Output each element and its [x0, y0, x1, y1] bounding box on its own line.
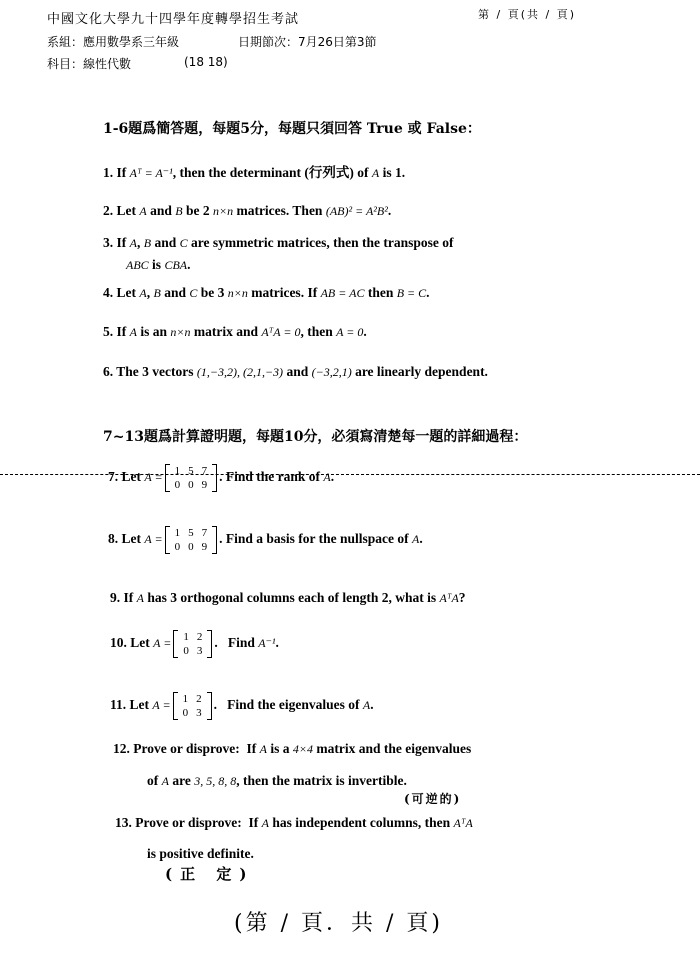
q4-math: A: [139, 286, 147, 300]
q13-text: Prove or disprove:: [135, 815, 242, 830]
q10-matrix: [173, 630, 212, 658]
matrix-cell: 0: [174, 479, 181, 491]
q11-text: .: [370, 697, 374, 713]
q4-math: AB = AC: [320, 286, 365, 300]
q5-text: matrix and: [193, 324, 258, 339]
question-6: [103, 364, 488, 380]
schedule-label: 日期節次：7月26日第3節: [238, 35, 377, 49]
matrix-cell: 3: [196, 707, 202, 719]
q9-text: If: [123, 590, 134, 605]
q4-text: Let: [116, 285, 136, 300]
dashed-fold-line: [0, 474, 700, 475]
dept-label: 系組：應用數學系三年級: [47, 35, 180, 49]
q7-text: Let: [121, 469, 141, 485]
matrix-cell: 0: [188, 479, 194, 491]
q10-number: 10.: [110, 635, 127, 651]
q8-matrix: [165, 526, 218, 554]
q8-math: A =: [144, 532, 163, 547]
q3-text: If: [116, 235, 127, 250]
matrix-cell: 1: [183, 631, 189, 643]
q12-number: 12.: [113, 741, 130, 756]
q2-text: Let: [116, 203, 136, 218]
q2-text: be 2: [185, 203, 210, 218]
q3-text: are symmetric matrices, then the transpose of: [190, 235, 454, 250]
q2-math: (AB)² = A²B²: [325, 204, 388, 218]
q12-text: are: [172, 773, 191, 788]
q6-math: (−3,2,1): [311, 365, 352, 379]
q4-math: B: [153, 286, 161, 300]
q13-text: If: [248, 815, 259, 830]
q13-number: 13.: [115, 815, 132, 830]
q5-math: A: [129, 325, 137, 339]
q13-math: AᵀA: [453, 816, 473, 830]
matrix-cell: 7: [201, 465, 208, 477]
question-12-cont: [147, 773, 407, 789]
question-8: [108, 526, 423, 554]
matrix-cell: 0: [174, 541, 181, 553]
q1-text: If: [116, 165, 127, 180]
q12-note: (可逆的): [404, 792, 462, 806]
q10-text: Find: [227, 635, 255, 651]
q9-number: 9.: [110, 590, 121, 605]
q4-text: .: [426, 285, 430, 300]
question-11: [110, 692, 374, 720]
question-12: [113, 741, 471, 757]
q5-math: n×n: [170, 325, 191, 339]
q9-text: ?: [458, 590, 466, 605]
q8-number: 8.: [108, 531, 119, 547]
matrix-cell: 1: [174, 465, 181, 477]
question-13-cont: is positive definite.: [147, 846, 254, 861]
subject-code: (18 18): [184, 55, 228, 69]
section2-heading: 7~13題爲計算證明題，每題10分，必須寫清楚每一題的詳細過程：: [103, 429, 528, 445]
subject-label: 科目：線性代數: [47, 57, 132, 71]
matrix-cell: 2: [196, 631, 203, 643]
matrix-cell: 9: [201, 541, 208, 553]
q3-text: and: [154, 235, 177, 250]
question-4: [103, 285, 430, 301]
question-2: [103, 203, 391, 219]
q6-math: (1,−3,2), (2,1,−3): [196, 365, 284, 379]
q3-math: C: [179, 236, 188, 250]
q2-text: matrices. Then: [236, 203, 323, 218]
q7-text: .: [330, 469, 335, 485]
question-7: [108, 464, 334, 492]
section1-heading: 1-6題爲簡答題，每題5分，每題只須回答 True 或 False：: [103, 121, 481, 137]
q12-text: is a: [270, 741, 290, 756]
q3-number: 3.: [103, 235, 114, 250]
matrix-cell: 0: [182, 707, 189, 719]
q12-math: 4×4: [292, 742, 313, 756]
q3-text: ,: [136, 235, 141, 250]
question-3: [103, 235, 454, 251]
q10-text: Let: [130, 635, 150, 651]
q4-text: be 3: [200, 285, 225, 300]
q9-text: has 3 orthogonal columns each of length 2, what is: [147, 590, 437, 605]
q9-math: AᵀA: [439, 591, 459, 605]
q4-math: B = C: [396, 286, 427, 300]
question-10: [110, 630, 279, 658]
q8-text: .: [419, 531, 423, 547]
q5-math: AᵀA = 0: [261, 325, 301, 339]
q13-text: has independent columns, then: [272, 815, 451, 830]
matrix-cell: 9: [201, 479, 208, 491]
q3-math: A: [129, 236, 137, 250]
matrix-cell: 0: [183, 645, 189, 657]
q10-text: .: [275, 635, 279, 651]
q8-math: A: [412, 532, 420, 547]
q11-number: 11.: [110, 697, 127, 713]
matrix-cell: 0: [188, 541, 194, 553]
q13-note: (正 定): [165, 865, 255, 883]
q5-number: 5.: [103, 324, 114, 339]
q3-text: is: [152, 257, 162, 272]
q5-math: A = 0: [336, 325, 364, 339]
q7-number: 7.: [108, 469, 119, 485]
question-9: [110, 590, 466, 606]
q4-math: C: [189, 286, 198, 300]
q6-number: 6.: [103, 364, 114, 379]
q1-math: A: [371, 166, 380, 180]
q6-text: are linearly dependent.: [355, 364, 488, 379]
q2-text: .: [387, 203, 392, 218]
q2-text: and: [150, 203, 172, 218]
matrix-cell: 1: [174, 527, 181, 539]
page-note: 第 / 頁(共 / 頁): [478, 8, 576, 21]
q8-text: Let: [121, 531, 141, 547]
q10-math: A =: [153, 636, 172, 651]
matrix-cell: 7: [201, 527, 208, 539]
q4-text: ,: [146, 285, 151, 300]
q4-number: 4.: [103, 285, 114, 300]
q11-text: Find the eigenvalues of: [227, 697, 360, 713]
q2-math: B: [175, 204, 183, 218]
q7-math: A =: [144, 470, 163, 485]
matrix-cell: 3: [196, 645, 203, 657]
q3-text: .: [187, 257, 191, 272]
q4-text: matrices. If: [251, 285, 318, 300]
q5-text: , then: [300, 324, 333, 339]
q12-text: , then the matrix is invertible.: [236, 773, 407, 788]
q11-math: A: [362, 698, 371, 713]
q5-text: .: [363, 324, 367, 339]
q11-text: Let: [129, 697, 150, 713]
q4-text: then: [367, 285, 394, 300]
q12-text: Prove or disprove:: [133, 741, 240, 756]
q10-math: A⁻¹: [258, 636, 276, 651]
q8-text: . Find a basis for the nullspace of: [219, 531, 409, 547]
q12-text: matrix and the eigenvalues: [316, 741, 472, 756]
exam-title: 中國文化大學九十四學年度轉學招生考試: [47, 12, 300, 27]
q5-text: If: [116, 324, 127, 339]
q2-math: A: [139, 204, 147, 218]
q3-math: B: [143, 236, 152, 250]
q1-text: , then the determinant (行列式) of: [172, 165, 369, 180]
q9-math: A: [136, 591, 144, 605]
q10-text: .: [214, 635, 218, 651]
question-3-cont: [126, 257, 190, 273]
question-13: [115, 815, 473, 831]
question-5: [103, 324, 367, 340]
q2-math: n×n: [212, 204, 234, 218]
q6-text: The 3 vectors: [116, 364, 194, 379]
q4-math: n×n: [227, 286, 248, 300]
q13-math: A: [261, 816, 269, 830]
q1-math: Aᵀ = A⁻¹: [129, 166, 173, 180]
question-1: [103, 161, 405, 181]
q11-matrix: [173, 692, 212, 720]
q12-math: A: [259, 742, 267, 756]
q7-text: . Find the rank of: [219, 469, 320, 485]
q12-math: 3, 5, 8, 8: [194, 774, 237, 788]
q5-text: is an: [140, 324, 167, 339]
q6-text: and: [286, 364, 309, 379]
q11-math: A =: [152, 698, 171, 713]
q7-matrix: [165, 464, 218, 492]
q3-math: ABC: [126, 258, 149, 272]
page-footer: (第 / 頁．共 / 頁): [234, 911, 443, 936]
matrix-cell: 5: [188, 527, 194, 539]
matrix-cell: 2: [196, 693, 202, 705]
q1-text: is 1.: [382, 165, 406, 180]
q12-text: If: [246, 741, 257, 756]
q12-math: A: [161, 774, 169, 788]
q1-number: 1.: [103, 165, 114, 180]
q7-math: A: [323, 470, 331, 485]
q11-text: .: [213, 697, 217, 713]
q12-text: of: [147, 773, 159, 788]
matrix-cell: 1: [182, 693, 189, 705]
q4-text: and: [164, 285, 186, 300]
q2-number: 2.: [103, 203, 114, 218]
matrix-cell: 5: [188, 465, 194, 477]
q3-math: CBA: [164, 258, 188, 272]
